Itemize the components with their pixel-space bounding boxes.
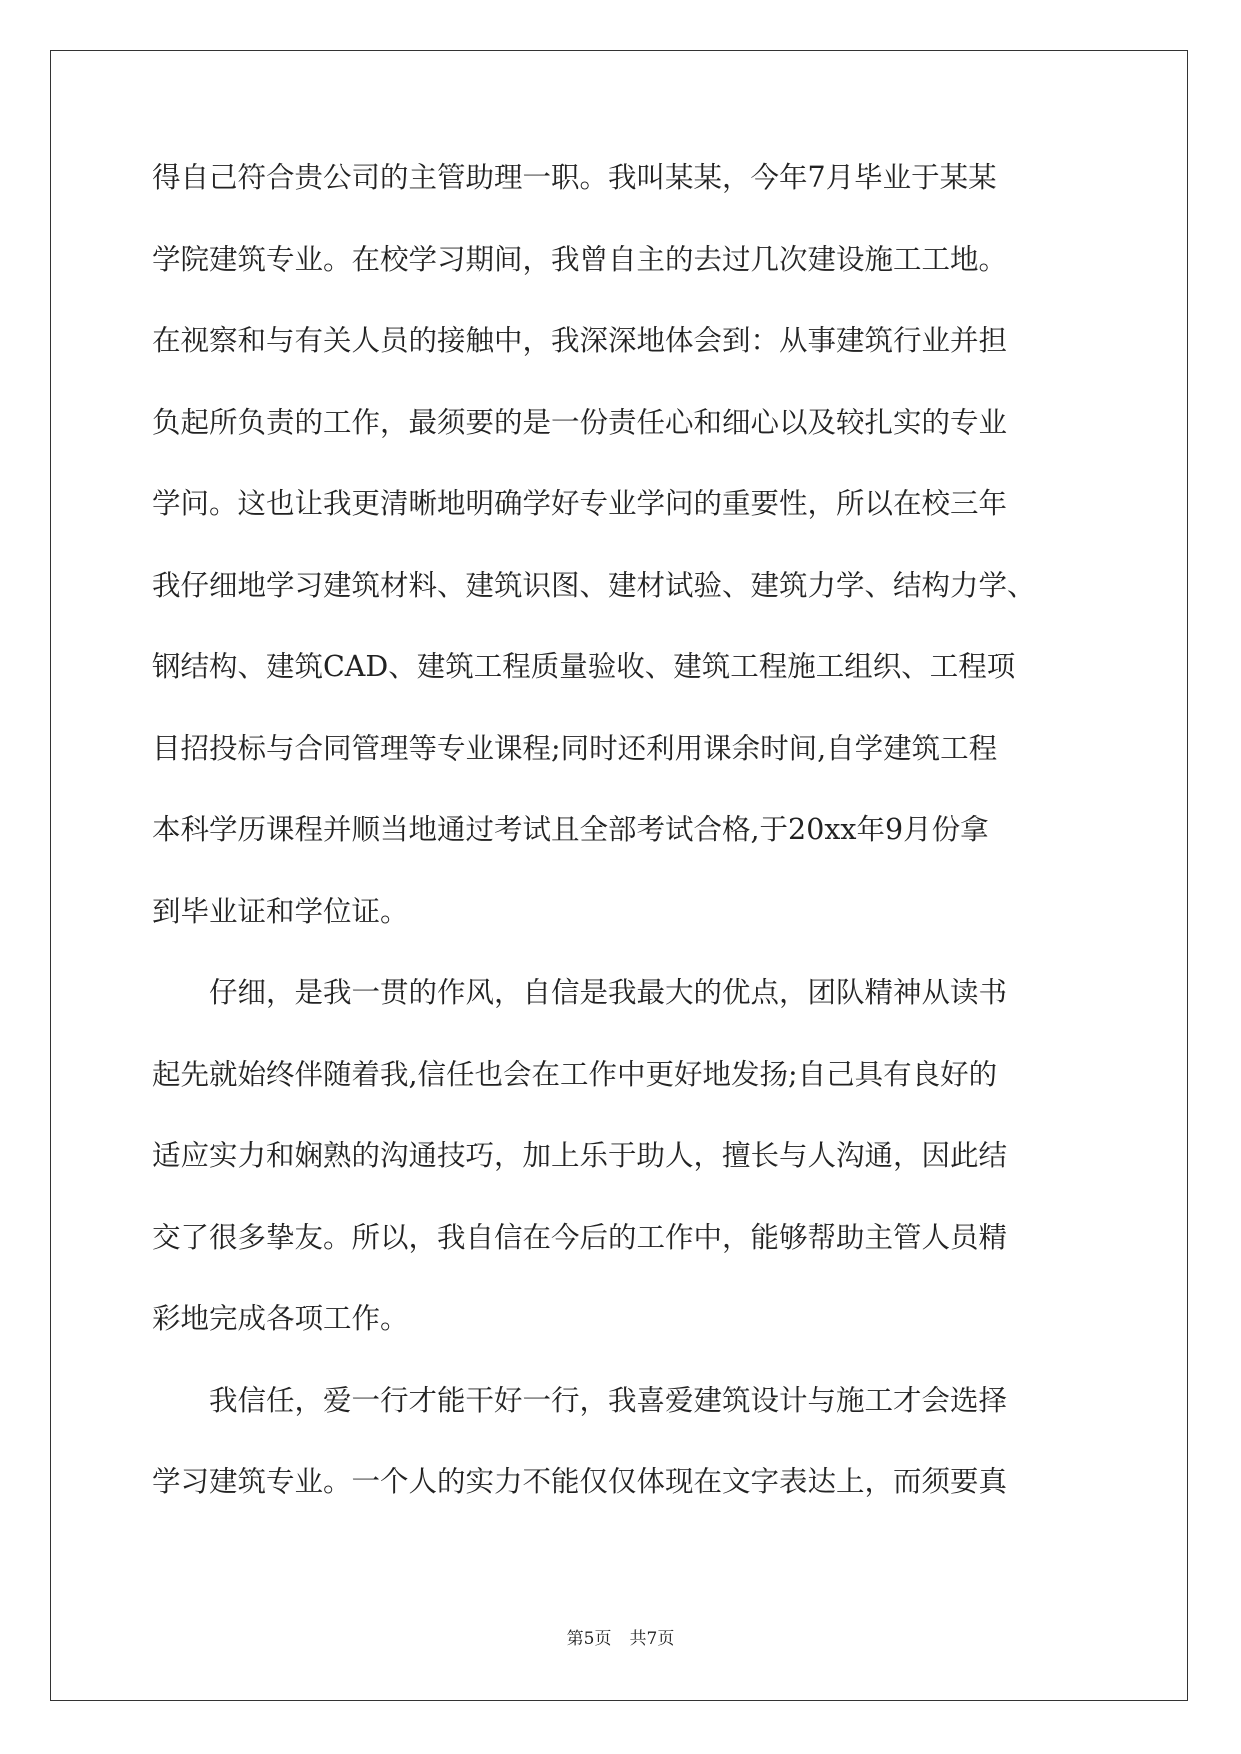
text-line: 钢结构、建筑CAD、建筑工程质量验收、建筑工程施工组织、工程项	[152, 650, 1016, 683]
text-line: 目招投标与合同管理等专业课程;同时还利用课余时间,自学建筑工程	[152, 731, 998, 765]
text-line: 适应实力和娴熟的沟通技巧，加上乐于助人，擅长与人沟通，因此结	[152, 1139, 1008, 1172]
text-line: 起先就始终伴随着我,信任也会在工作中更好地发扬;自己具有良好的	[152, 1057, 998, 1091]
total-pages-label: 共7页	[629, 1629, 675, 1649]
text-line: 我信任，爱一行才能干好一行，我喜爱建筑设计与施工才会选择	[152, 1383, 1008, 1417]
text-line: 学问。这也让我更清晰地明确学好专业学问的重要性，所以在校三年	[152, 487, 1008, 520]
text-line: 到毕业证和学位证。	[152, 894, 409, 928]
text-line: 交了很多挚友。所以，我自信在今后的工作中，能够帮助主管人员精	[152, 1220, 1008, 1254]
text-line: 学院建筑专业。在校学习期间，我曾自主的去过几次建设施工工地。	[152, 242, 1008, 276]
current-page-label: 第5页	[566, 1629, 612, 1649]
text-line: 仔细，是我一贯的作风，自信是我最大的优点，团队精神从读书	[152, 976, 1008, 1009]
text-line: 彩地完成各项工作。	[152, 1302, 409, 1335]
page-footer	[0, 1624, 1241, 1649]
text-line: 我仔细地学习建筑材料、建筑识图、建材试验、建筑力学、结构力学、	[152, 568, 1036, 602]
text-line: 本科学历课程并顺当地通过考试且全部考试合格,于20xx年9月份拿	[152, 813, 989, 846]
text-line: 得自己符合贵公司的主管助理一职。我叫某某，今年7月毕业于某某	[152, 161, 997, 194]
text-line: 在视察和与有关人员的接触中，我深深地体会到：从事建筑行业并担	[152, 324, 1008, 357]
text-line: 学习建筑专业。一个人的实力不能仅仅体现在文字表达上，而须要真	[152, 1465, 1008, 1498]
document-body	[152, 158, 1089, 1544]
text-line: 负起所负责的工作，最须要的是一份责任心和细心以及较扎实的专业	[152, 405, 1008, 439]
